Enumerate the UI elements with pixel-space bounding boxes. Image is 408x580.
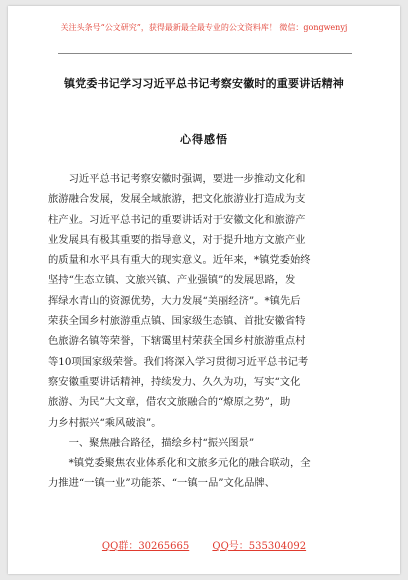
body-line: 旅游、为民”大文章，借农文旅融合的“燎原之势”，助 xyxy=(48,396,291,409)
body-line: 力乡村振兴“乘风破浪”。 xyxy=(48,416,162,429)
body-line: 荣获全国乡村旅游重点镇、国家级生态镇、首批安徽省特 xyxy=(48,315,306,328)
document-subtitle: 心得感悟 xyxy=(180,133,228,146)
document-body xyxy=(48,169,364,494)
body-line: 旅游融合发展，发展全域旅游，把文化旅游业打造成为支 xyxy=(48,193,306,206)
body-line: 色旅游名镇等荣誉，下辖霭里村荣获全国乡村旅游重点村 xyxy=(48,335,306,348)
footer-contact xyxy=(8,537,400,552)
document-title: 镇党委书记学习习近平总书记考察安徽时的重要讲话精神 xyxy=(64,77,344,90)
section-heading: 一、聚焦融合路径，描绘乡村“振兴图景” xyxy=(48,436,255,449)
qq-group-link[interactable]: QQ群：30265665 xyxy=(101,541,190,552)
body-line: 坚持“生态立镇、文旅兴镇、产业强镇”的发展思路，发 xyxy=(48,274,296,287)
body-line: 的质量和水平具有重大的现实意义。近年来，*镇党委始终 xyxy=(48,254,311,267)
body-line: 力推进“一镇一业”功能茶、“一镇一品”文化品牌、 xyxy=(48,477,275,490)
body-line: 察安徽重要讲话精神，持续发力、久久为功，写实“文化 xyxy=(48,375,301,388)
body-line: 习近平总书记考察安徽时强调，要进一步推动文化和 xyxy=(48,173,306,185)
body-line: 等10项国家级荣誉。我们将深入学习贯彻习近平总书记考 xyxy=(48,355,309,368)
qq-number-link[interactable]: QQ号：535304092 xyxy=(212,541,307,552)
top-banner-text: 关注头条号“公文研究”，获得最新最全最专业的公文资料库！ 微信：gongwenyj xyxy=(60,23,348,32)
body-line: 业发展具有极其重要的指导意义，对于提升地方文旅产业 xyxy=(48,233,306,246)
header-divider xyxy=(58,53,352,54)
document-page xyxy=(8,6,400,574)
body-line: 挥绿水青山的资源优势，大力发展“美丽经济”。*镇先后 xyxy=(48,294,301,307)
body-line: *镇党委聚焦农业体系化和文旅多元化的融合联动，全 xyxy=(48,457,311,470)
body-line: 柱产业。习近平总书记的重要讲话对于安徽文化和旅游产 xyxy=(48,213,306,226)
